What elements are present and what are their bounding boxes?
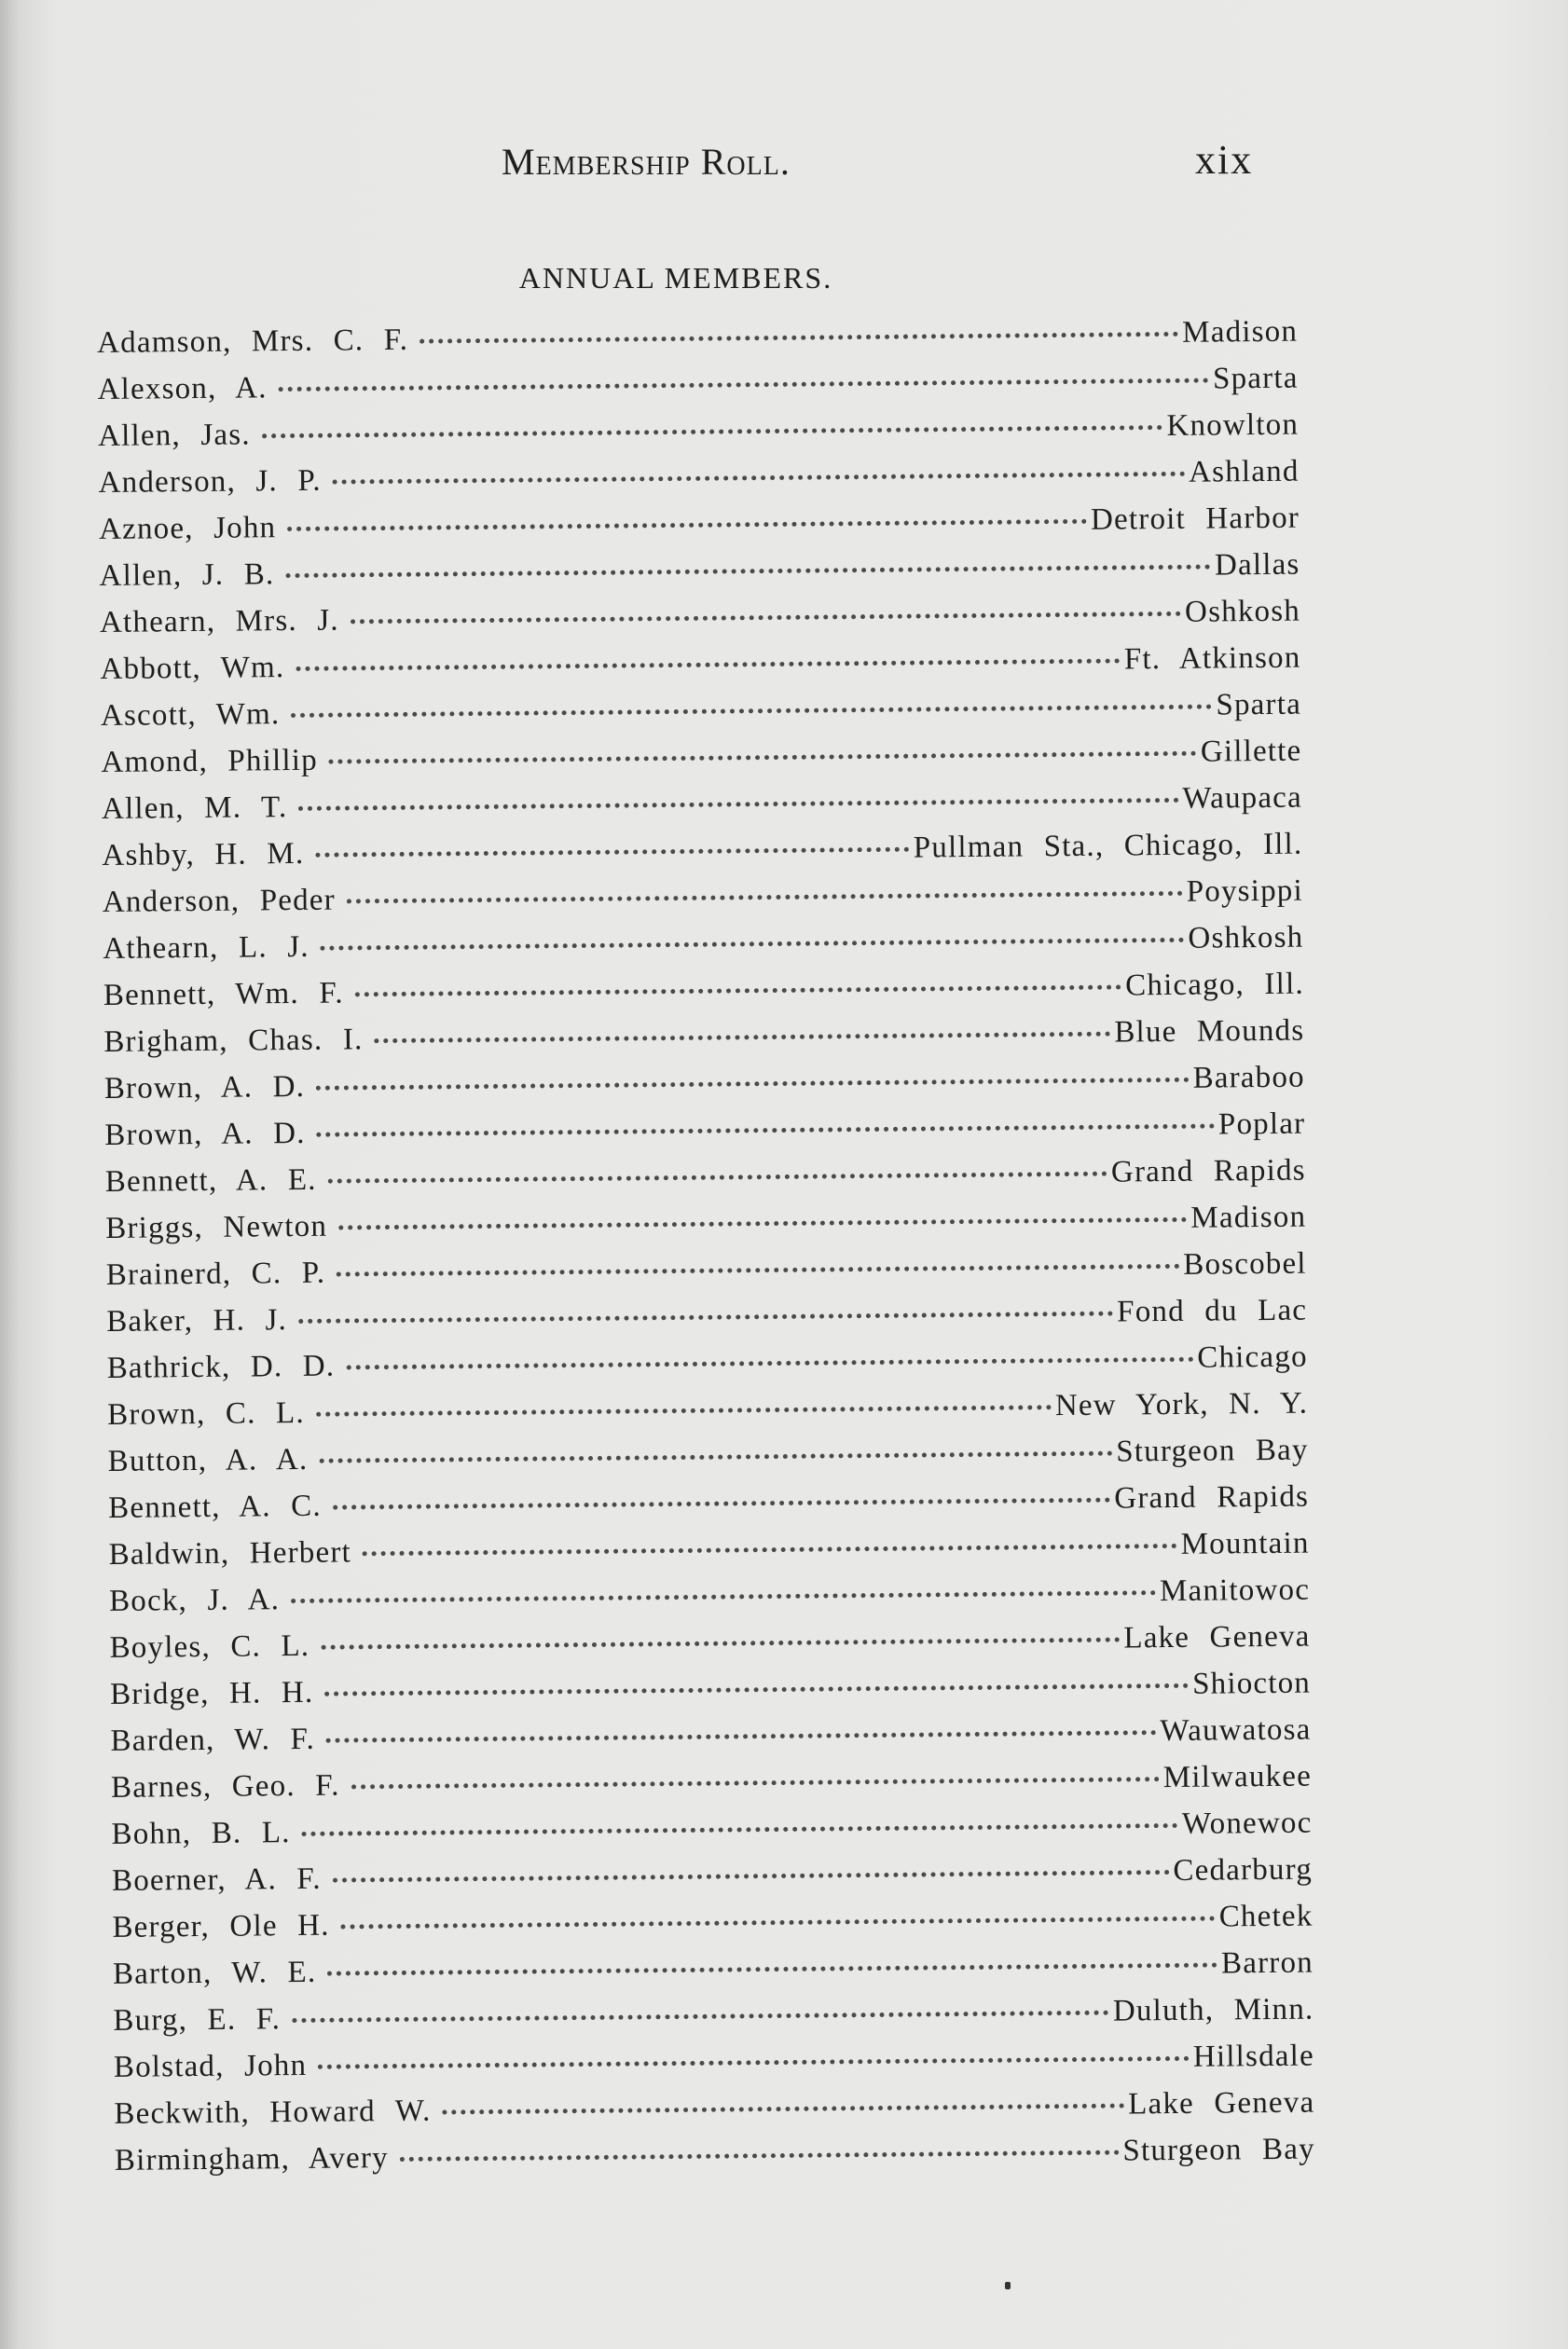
running-title: Membership Roll. <box>502 141 791 183</box>
member-place: Chetek <box>1218 1899 1314 1934</box>
dot-leader <box>338 1217 1187 1230</box>
member-name: Adamson, Mrs. C. F. <box>97 323 409 360</box>
dot-leader <box>333 1870 1170 1883</box>
member-place: Pullman Sta., Chicago, Ill. <box>913 827 1303 865</box>
dot-leader <box>279 378 1210 392</box>
dot-leader <box>316 1078 1189 1091</box>
member-place: Knowlton <box>1166 407 1300 443</box>
member-place: Oshkosh <box>1188 920 1304 955</box>
dot-leader <box>333 472 1186 485</box>
dot-leader <box>317 1124 1215 1137</box>
member-name: Brigham, Chas. I. <box>103 1023 364 1059</box>
member-place: New York, N. Y. <box>1054 1386 1309 1423</box>
page-number: xix <box>1195 137 1254 183</box>
member-place: Barron <box>1220 1945 1314 1981</box>
dot-leader <box>442 2104 1124 2115</box>
member-name: Bohn, B. L. <box>111 1816 291 1851</box>
member-place: Sturgeon Bay <box>1122 2132 1316 2168</box>
dot-leader <box>351 611 1181 625</box>
member-name: Bolstad, John <box>113 2048 308 2084</box>
member-name: Athearn, Mrs. J. <box>99 603 339 639</box>
member-place: Waupaca <box>1182 780 1303 816</box>
member-place: Lake Geneva <box>1123 1619 1311 1655</box>
member-name: Bridge, H. H. <box>109 1675 314 1711</box>
member-place: Ashland <box>1188 454 1300 489</box>
member-place: Grand Rapids <box>1114 1479 1310 1516</box>
member-name: Barnes, Geo. F. <box>110 1768 340 1805</box>
member-name: Alexson, A. <box>97 371 268 406</box>
member-place: Detroit Harbor <box>1090 501 1300 537</box>
dot-leader <box>296 658 1121 670</box>
member-name: Allen, J. B. <box>99 557 275 593</box>
member-place: Sparta <box>1216 687 1302 722</box>
member-name: Briggs, Newton <box>105 1209 328 1245</box>
dot-leader <box>337 1264 1179 1277</box>
dot-leader <box>326 1730 1157 1743</box>
member-place: Milwaukee <box>1162 1759 1313 1795</box>
dot-leader <box>346 1357 1193 1370</box>
member-name: Bennett, A. C. <box>107 1489 323 1525</box>
dot-leader <box>321 938 1185 951</box>
dot-leader <box>324 1683 1189 1696</box>
member-name: Anderson, J. P. <box>98 463 322 500</box>
member-name: Aznoe, John <box>98 511 277 546</box>
member-place: Chicago <box>1197 1339 1308 1375</box>
member-name: Bennett, A. E. <box>104 1162 317 1199</box>
member-place: Manitowoc <box>1159 1573 1311 1609</box>
member-place: Sparta <box>1212 361 1299 396</box>
member-name: Brown, A. D. <box>103 1069 306 1106</box>
member-name: Brown, A. D. <box>104 1116 306 1152</box>
membership-list <box>97 315 1315 2191</box>
member-place: Cedarburg <box>1173 1852 1314 1888</box>
member-place: Chicago, Ill. <box>1125 967 1305 1003</box>
member-place: Oshkosh <box>1184 594 1301 629</box>
member-place: Grand Rapids <box>1110 1153 1306 1189</box>
member-name: Boerner, A. F. <box>111 1861 322 1898</box>
dot-leader <box>292 2011 1109 2023</box>
member-name: Athearn, L. J. <box>103 929 309 966</box>
dot-leader <box>262 425 1163 438</box>
member-name: Baldwin, Herbert <box>108 1535 352 1572</box>
dot-leader <box>291 1590 1156 1603</box>
dot-leader <box>341 1916 1216 1930</box>
dot-leader <box>298 1312 1113 1324</box>
member-name: Allen, Jas. <box>97 418 251 453</box>
dot-leader <box>291 705 1212 718</box>
member-place: Blue Mounds <box>1114 1013 1305 1050</box>
member-name: Baker, H. J. <box>106 1303 288 1339</box>
member-name: Allen, M. T. <box>101 790 288 826</box>
member-place: Hillsdale <box>1192 2039 1315 2074</box>
member-name: Ascott, Wm. <box>100 697 281 733</box>
member-place: Fond du Lac <box>1117 1293 1308 1329</box>
dot-leader <box>319 1451 1112 1463</box>
member-name: Button, A. A. <box>107 1442 309 1478</box>
member-name: Bennett, Wm. F. <box>103 976 344 1012</box>
member-name: Brainerd, C. P. <box>105 1256 326 1292</box>
member-name: Ashby, H. M. <box>102 836 305 872</box>
dot-leader <box>351 1777 1160 1789</box>
member-place: Lake Geneva <box>1128 2085 1315 2122</box>
dot-leader <box>355 984 1122 996</box>
dot-leader <box>318 2056 1190 2069</box>
member-name: Barden, W. F. <box>110 1722 316 1758</box>
dot-leader <box>315 847 910 858</box>
dot-leader <box>316 1405 1052 1417</box>
dot-leader <box>327 1963 1217 1976</box>
member-place: Poplar <box>1217 1106 1306 1142</box>
member-place: Shiocton <box>1191 1666 1312 1701</box>
member-place: Boscobel <box>1183 1246 1307 1282</box>
member-name: Anderson, Peder <box>102 883 337 919</box>
member-name: Burg, E. F. <box>113 2002 282 2038</box>
dot-leader <box>400 2150 1120 2162</box>
dot-leader <box>347 891 1183 904</box>
member-name: Boyles, C. L. <box>109 1628 310 1665</box>
member-name: Beckwith, Howard W. <box>114 2094 432 2131</box>
dot-leader <box>321 1638 1120 1650</box>
member-name: Birmingham, Avery <box>114 2141 389 2177</box>
member-place: Gillette <box>1200 734 1302 769</box>
member-place: Mountain <box>1180 1526 1310 1561</box>
member-name: Berger, Ole H. <box>112 1908 330 1944</box>
dot-leader <box>285 565 1211 579</box>
dot-leader <box>333 1498 1110 1510</box>
member-place: Wauwatosa <box>1160 1712 1312 1749</box>
member-place: Sturgeon Bay <box>1116 1433 1309 1469</box>
member-place: Dallas <box>1214 547 1300 583</box>
dot-leader <box>302 1823 1178 1836</box>
dot-leader <box>420 332 1178 344</box>
member-name: Bathrick, D. D. <box>106 1349 336 1385</box>
dot-leader <box>374 1032 1110 1044</box>
member-name: Abbott, Wm. <box>100 651 285 686</box>
member-name: Barton, W. E. <box>112 1955 317 1991</box>
member-place: Poysippi <box>1186 873 1304 909</box>
member-name: Amond, Phillip <box>101 743 318 779</box>
section-title: ANNUAL MEMBERS. <box>518 261 833 295</box>
member-place: Madison <box>1182 314 1299 350</box>
dot-leader <box>287 519 1087 531</box>
dot-leader <box>329 751 1197 764</box>
member-place: Wonewoc <box>1181 1806 1313 1841</box>
printer-mark <box>1005 2282 1011 2289</box>
dot-leader <box>363 1544 1177 1556</box>
member-place: Madison <box>1190 1200 1307 1235</box>
member-place: Duluth, Minn. <box>1112 1992 1314 2028</box>
member-name: Brown, C. L. <box>107 1395 306 1432</box>
member-place: Baraboo <box>1192 1060 1305 1095</box>
dot-leader <box>328 1172 1107 1184</box>
dot-leader <box>298 798 1178 811</box>
member-name: Bock, J. A. <box>108 1583 281 1618</box>
member-place: Ft. Atkinson <box>1123 640 1301 677</box>
